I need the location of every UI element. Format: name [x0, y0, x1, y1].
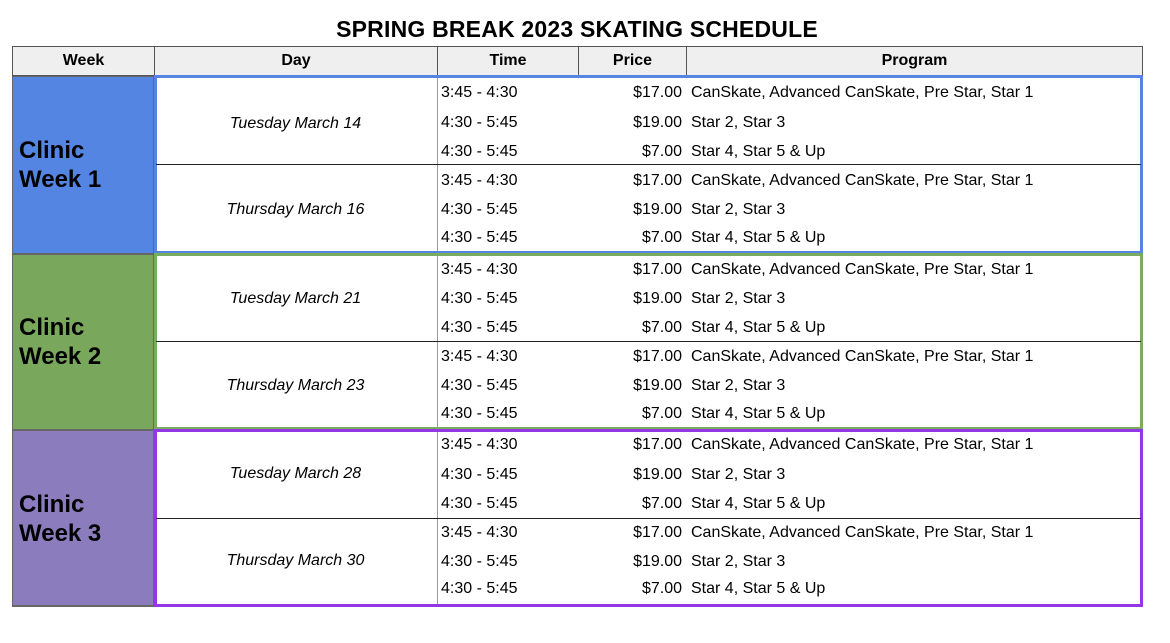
week-label-cell — [12, 254, 154, 430]
time-cell: 4:30 - 5:45 — [441, 290, 518, 307]
program-cell: Star 4, Star 5 & Up — [691, 229, 826, 246]
program-cell: CanSkate, Advanced CanSkate, Pre Star, Star 1 — [691, 84, 1034, 101]
week-label-line1: Clinic — [19, 314, 85, 341]
program-cell: Star 2, Star 3 — [691, 377, 786, 394]
program-cell: CanSkate, Advanced CanSkate, Pre Star, Star 1 — [691, 348, 1034, 365]
week-label-cell — [12, 76, 154, 254]
header-program: Program — [686, 46, 1143, 76]
day-separator — [156, 164, 1141, 165]
program-cell: Star 4, Star 5 & Up — [691, 495, 826, 512]
time-cell: 3:45 - 4:30 — [441, 84, 518, 101]
program-cell: Star 2, Star 3 — [691, 553, 786, 570]
time-cell: 4:30 - 5:45 — [441, 377, 518, 394]
price-cell: $19.00 — [633, 553, 682, 570]
week-label — [19, 490, 101, 548]
day-label: Thursday March 30 — [226, 552, 365, 569]
week-label — [19, 313, 101, 371]
week-label-line2: Week 1 — [19, 166, 102, 193]
header-price: Price — [578, 46, 687, 76]
day-label: Tuesday March 14 — [229, 115, 362, 132]
price-cell: $7.00 — [641, 229, 682, 246]
price-cell: $7.00 — [641, 580, 682, 597]
week-label — [19, 136, 101, 194]
time-cell: 4:30 - 5:45 — [441, 553, 518, 570]
day-separator — [156, 518, 1141, 519]
program-cell: Star 2, Star 3 — [691, 466, 786, 483]
time-cell: 4:30 - 5:45 — [441, 319, 518, 336]
program-cell: Star 4, Star 5 & Up — [691, 143, 826, 160]
program-cell: CanSkate, Advanced CanSkate, Pre Star, Star 1 — [691, 436, 1034, 453]
program-cell: Star 4, Star 5 & Up — [691, 405, 826, 422]
time-cell: 4:30 - 5:45 — [441, 405, 518, 422]
program-cell: Star 2, Star 3 — [691, 201, 786, 218]
program-cell: Star 2, Star 3 — [691, 114, 786, 131]
program-cell: CanSkate, Advanced CanSkate, Pre Star, Star 1 — [691, 172, 1034, 189]
price-cell: $17.00 — [633, 261, 682, 278]
header-day: Day — [154, 46, 438, 76]
price-cell: $17.00 — [633, 84, 682, 101]
price-cell: $17.00 — [633, 524, 682, 541]
price-cell: $7.00 — [641, 495, 682, 512]
price-cell: $7.00 — [641, 405, 682, 422]
week-label-cell — [12, 430, 154, 607]
program-cell: CanSkate, Advanced CanSkate, Pre Star, Star 1 — [691, 261, 1034, 278]
time-cell: 4:30 - 5:45 — [441, 580, 518, 597]
price-cell: $19.00 — [633, 201, 682, 218]
price-cell: $17.00 — [633, 436, 682, 453]
week-column-bottom-border — [12, 605, 154, 606]
time-cell: 3:45 - 4:30 — [441, 261, 518, 278]
price-cell: $19.00 — [633, 466, 682, 483]
day-label: Thursday March 23 — [226, 377, 365, 394]
time-cell: 4:30 - 5:45 — [441, 229, 518, 246]
week-label-line2: Week 2 — [19, 343, 102, 370]
time-cell: 3:45 - 4:30 — [441, 348, 518, 365]
week-label-line1: Clinic — [19, 490, 85, 518]
time-cell: 4:30 - 5:45 — [441, 466, 518, 483]
time-cell: 4:30 - 5:45 — [441, 495, 518, 512]
price-cell: $19.00 — [633, 377, 682, 394]
schedule-title: SPRING BREAK 2023 SKATING SCHEDULE — [336, 16, 818, 42]
day-label: Thursday March 16 — [226, 201, 365, 218]
price-cell: $17.00 — [633, 348, 682, 365]
header-week: Week — [12, 46, 155, 76]
day-label: Tuesday March 21 — [229, 290, 362, 307]
program-cell: Star 4, Star 5 & Up — [691, 319, 826, 336]
price-cell: $17.00 — [633, 172, 682, 189]
time-cell: 4:30 - 5:45 — [441, 143, 518, 160]
header-time: Time — [437, 46, 579, 76]
price-cell: $7.00 — [641, 319, 682, 336]
time-cell: 3:45 - 4:30 — [441, 172, 518, 189]
time-cell: 4:30 - 5:45 — [441, 114, 518, 131]
week-label-line1: Clinic — [19, 137, 85, 164]
price-cell: $19.00 — [633, 114, 682, 131]
week-label-line2: Week 3 — [19, 519, 102, 547]
time-cell: 4:30 - 5:45 — [441, 201, 518, 218]
program-cell: Star 4, Star 5 & Up — [691, 580, 826, 597]
day-label: Tuesday March 28 — [229, 465, 362, 482]
program-cell: Star 2, Star 3 — [691, 290, 786, 307]
day-separator — [156, 341, 1141, 342]
program-cell: CanSkate, Advanced CanSkate, Pre Star, Star 1 — [691, 524, 1034, 541]
price-cell: $19.00 — [633, 290, 682, 307]
time-cell: 3:45 - 4:30 — [441, 436, 518, 453]
time-cell: 3:45 - 4:30 — [441, 524, 518, 541]
price-cell: $7.00 — [641, 143, 682, 160]
